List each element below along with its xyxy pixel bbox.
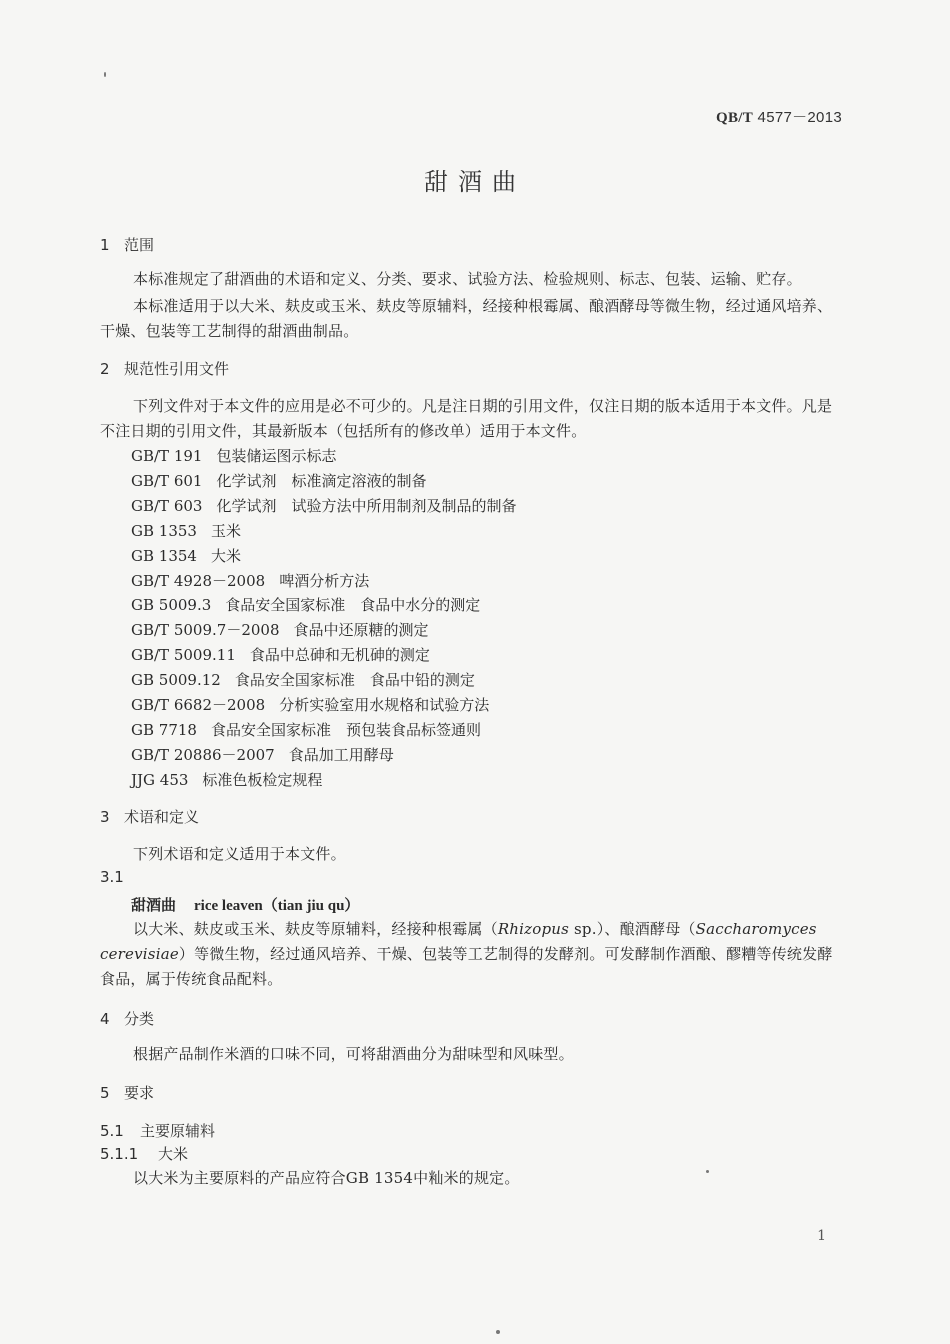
section-3-paragraph-1: 下列术语和定义适用于本文件。 xyxy=(133,845,346,863)
term-chinese: 甜酒曲 xyxy=(131,896,177,914)
clause-3-1-number: 3.1 xyxy=(100,868,124,886)
scan-speck xyxy=(496,1330,500,1334)
reference-item: GB 1354 大米 xyxy=(131,546,241,565)
scan-speck xyxy=(706,1170,709,1173)
term-english: rice leaven（tian jiu qu） xyxy=(194,898,360,914)
standard-code-prefix: QB/T xyxy=(716,110,754,126)
section-4-paragraph-1: 根据产品制作米酒的口味不同，可将甜酒曲分为甜味型和风味型。 xyxy=(133,1045,574,1063)
section-number: 4 xyxy=(100,1010,110,1028)
standard-code xyxy=(716,106,842,127)
section-title: 范围 xyxy=(124,236,155,254)
clause-5-1-1-heading xyxy=(100,1143,188,1164)
clause-5-1-heading xyxy=(100,1120,215,1141)
section-title: 要求 xyxy=(124,1084,155,1102)
section-title: 大米 xyxy=(158,1145,189,1163)
clause-5-1-1-paragraph: 以大米为主要原料的产品应符合GB 1354中籼米的规定。 xyxy=(133,1169,520,1187)
section-1-paragraph-2: 本标准适用于以大米、麸皮或玉米、麸皮等原辅料，经接种根霉属、酿酒酵母等微生物，经过通风培养、干燥、包装等工艺制得的甜酒曲制品。 xyxy=(100,297,833,340)
reference-item: GB/T 4928－2008 啤酒分析方法 xyxy=(131,571,370,590)
section-5-heading xyxy=(100,1082,154,1103)
scan-speck xyxy=(104,72,106,77)
reference-item: GB 1353 玉米 xyxy=(131,521,241,540)
section-title: 主要原辅料 xyxy=(140,1122,216,1140)
scientific-name: Rhizopus xyxy=(497,920,570,938)
section-number: 5.1 xyxy=(100,1122,124,1140)
section-number: 3 xyxy=(100,808,110,826)
reference-item: GB/T 603 化学试剂 试验方法中所用制剂及制品的制备 xyxy=(131,496,517,515)
reference-list xyxy=(131,444,516,793)
section-number: 5.1.1 xyxy=(100,1145,139,1163)
section-title: 分类 xyxy=(124,1010,155,1028)
section-number: 1 xyxy=(100,236,110,254)
section-4-heading xyxy=(100,1008,154,1029)
reference-item: JJG 453 标准色板检定规程 xyxy=(131,770,323,789)
reference-item: GB/T 5009.11 食品中总砷和无机砷的测定 xyxy=(131,646,430,665)
scientific-name: Saccharomyces cerevisiae xyxy=(100,920,817,963)
reference-item: GB 5009.12 食品安全国家标准 食品中铅的测定 xyxy=(131,671,475,690)
section-2-paragraph-1: 下列文件对于本文件的应用是必不可少的。凡是注日期的引用文件，仅注日期的版本适用于本文件。凡是不注日期的引用文件，其最新版本（包括所有的修改单）适用于本文件。 xyxy=(100,397,833,440)
section-2-heading xyxy=(100,358,229,379)
term-definition: 以大米、麸皮或玉米、麸皮等原辅料，经接种根霉属（Rhizopus sp.）、酿酒酵母（Saccharomyces cerevisiae）等微生物，经过通风培养、干燥、包装等工艺制得的发酵剂。可发酵制作酒酿、醪糟等传统发酵食品，属于传统食品配料。 xyxy=(100,920,833,988)
page-number: 1 xyxy=(817,1228,826,1244)
section-1-heading xyxy=(100,234,154,255)
section-title: 术语和定义 xyxy=(124,808,200,826)
standard-code-number: 4577－2013 xyxy=(757,109,842,126)
section-number: 2 xyxy=(100,360,110,378)
section-title: 规范性引用文件 xyxy=(124,360,230,378)
reference-item: GB/T 601 化学试剂 标准滴定溶液的制备 xyxy=(131,471,427,490)
term-label xyxy=(131,894,359,915)
reference-item: GB/T 191 包装储运图示标志 xyxy=(131,447,337,465)
reference-item: GB/T 6682－2008 分析实验室用水规格和试验方法 xyxy=(131,696,490,715)
section-number: 5 xyxy=(100,1084,110,1102)
reference-item: GB/T 20886－2007 食品加工用酵母 xyxy=(131,745,394,764)
section-1-paragraph-1: 本标准规定了甜酒曲的术语和定义、分类、要求、试验方法、检验规则、标志、包装、运输、贮存。 xyxy=(133,270,802,288)
document-title: 甜酒曲 xyxy=(424,168,526,196)
reference-item: GB 7718 食品安全国家标准 预包装食品标签通则 xyxy=(131,720,481,739)
reference-item: GB 5009.3 食品安全国家标准 食品中水分的测定 xyxy=(131,596,481,615)
section-3-heading xyxy=(100,806,199,827)
reference-item: GB/T 5009.7－2008 食品中还原糖的测定 xyxy=(131,621,429,640)
